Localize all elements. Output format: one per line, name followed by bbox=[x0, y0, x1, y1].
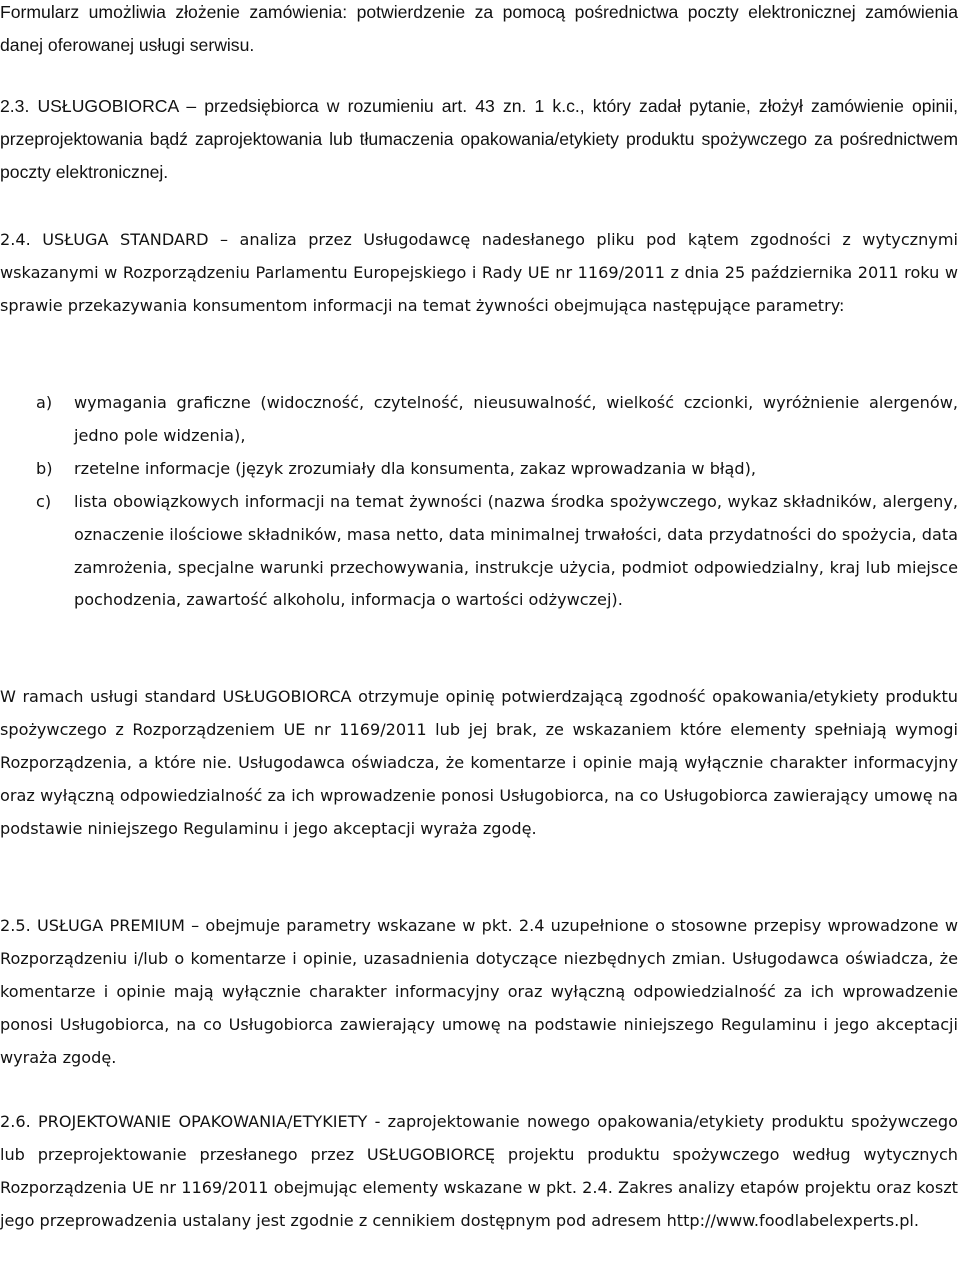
list-item bbox=[0, 486, 958, 618]
section-text: USŁUGA STANDARD – analiza przez Usługodawcę nadesłanego pliku pod kątem zgodności z wytycznymi wskazanymi w Rozporządzeniu Parlamentu Europejskiego i Rady UE nr 1169/2011 z dnia 25 października 2011 roku w sprawie przekazywania konsumentom informacji na temat żywności obejmująca następujące parametry: bbox=[0, 230, 958, 315]
list-item-text: wymagania graficzne (widoczność, czytelność, nieusuwalność, wielkość czcionki, wyróżnienie alergenów, jedno pole widzenia), bbox=[74, 393, 958, 445]
intro-text: Formularz umożliwia złożenie zamówienia: potwierdzenie za pomocą pośrednictwa poczty elektronicznej zamówienia danej oferowanej usługi serwisu. bbox=[0, 2, 958, 55]
paragraph-text: 2.5. USŁUGA PREMIUM – obejmuje parametry wskazane w pkt. 2.4 uzupełnione o stosowne przepisy wprowadzone w Rozporządzeniu i/lub o komentarze i opinie, uzasadnienia dotyczące niezbędnych zmian. Usługodawca oświadcza, że komentarze i opinie mają wyłącznie charakter informacyjny oraz wyłączną odpowiedzialność za ich wprowadzenie ponosi Usługobiorca, na co Usługobiorca zawierający umowę na podstawie niniejszego Regulaminu i jego akceptacji wyraża zgodę. bbox=[0, 916, 958, 1067]
section-text: USŁUGOBIORCA – przedsiębiorca w rozumieniu art. 43 zn. 1 k.c., który zadał pytanie, złożył zamówienie opinii, przeprojektowania bądź zaprojektowania lub tłumaczenia opakowania/etykiety produktu spożywczego za pośrednictwem poczty elektronicznej. bbox=[0, 96, 958, 182]
section-2-6 bbox=[0, 1106, 958, 1238]
section-number: 2.3. bbox=[0, 96, 30, 116]
list-item bbox=[0, 453, 958, 486]
list-item-text: lista obowiązkowych informacji na temat żywności (nazwa środka spożywczego, wykaz składników, alergeny, oznaczenie ilościowe składników, masa netto, data minimalnej trwałości, data przydatności do spożycia, data zamrożenia, specjalne warunki przechowywania, instrukcje użycia, podmiot odpowiedzialny, kraj lub miejsce pochodzenia, zawartość alkoholu, informacja o wartości odżywczej). bbox=[74, 491, 958, 610]
paragraph-text: 2.6. PROJEKTOWANIE OPAKOWANIA/ETYKIETY - zaprojektowanie nowego opakowania/etykiety produktu spożywczego lub przeprojektowanie przesłanego przez USŁUGOBIORCĘ projektu produktu spożywczego według wytycznych Rozporządzenia UE nr 1169/2011 obejmując elementy wskazane w pkt. 2.4. Zakres analizy etapów projektu oraz koszt jego przeprowadzenia ustalany jest zgodnie z cennikiem dostępnym pod adresem http://www.foodlabelexperts.pl. bbox=[0, 1112, 958, 1230]
section-2-3 bbox=[0, 90, 958, 189]
paragraph-text: W ramach usługi standard USŁUGOBIORCA otrzymuje opinię potwierdzającą zgodność opakowania/etykiety produktu spożywczego z Rozporządzeniem UE nr 1169/2011 lub jej brak, ze wskazaniem które elementy spełniają wymogi Rozporządzenia, a które nie. Usługodawca oświadcza, że komentarze i opinie mają wyłącznie charakter informacyjny oraz wyłączną odpowiedzialność za ich wprowadzenie ponosi Usługobiorca, na co Usługobiorca zawierający umowę na podstawie niniejszego Regulaminu i jego akceptacji wyraża zgodę. bbox=[0, 687, 958, 838]
section-2-5 bbox=[0, 910, 958, 1075]
list-marker: c) bbox=[36, 491, 52, 511]
list-item bbox=[0, 387, 958, 453]
list-marker: b) bbox=[36, 458, 53, 478]
standard-service-paragraph bbox=[0, 681, 958, 846]
list-item-text: rzetelne informacje (język zrozumiały dla konsumenta, zakaz wprowadzania w błąd), bbox=[74, 458, 756, 478]
section-number: 2.4. bbox=[0, 230, 31, 249]
intro-paragraph bbox=[0, 0, 958, 62]
list-marker: a) bbox=[36, 393, 53, 412]
section-2-4 bbox=[0, 224, 958, 323]
parameters-list bbox=[0, 387, 958, 617]
